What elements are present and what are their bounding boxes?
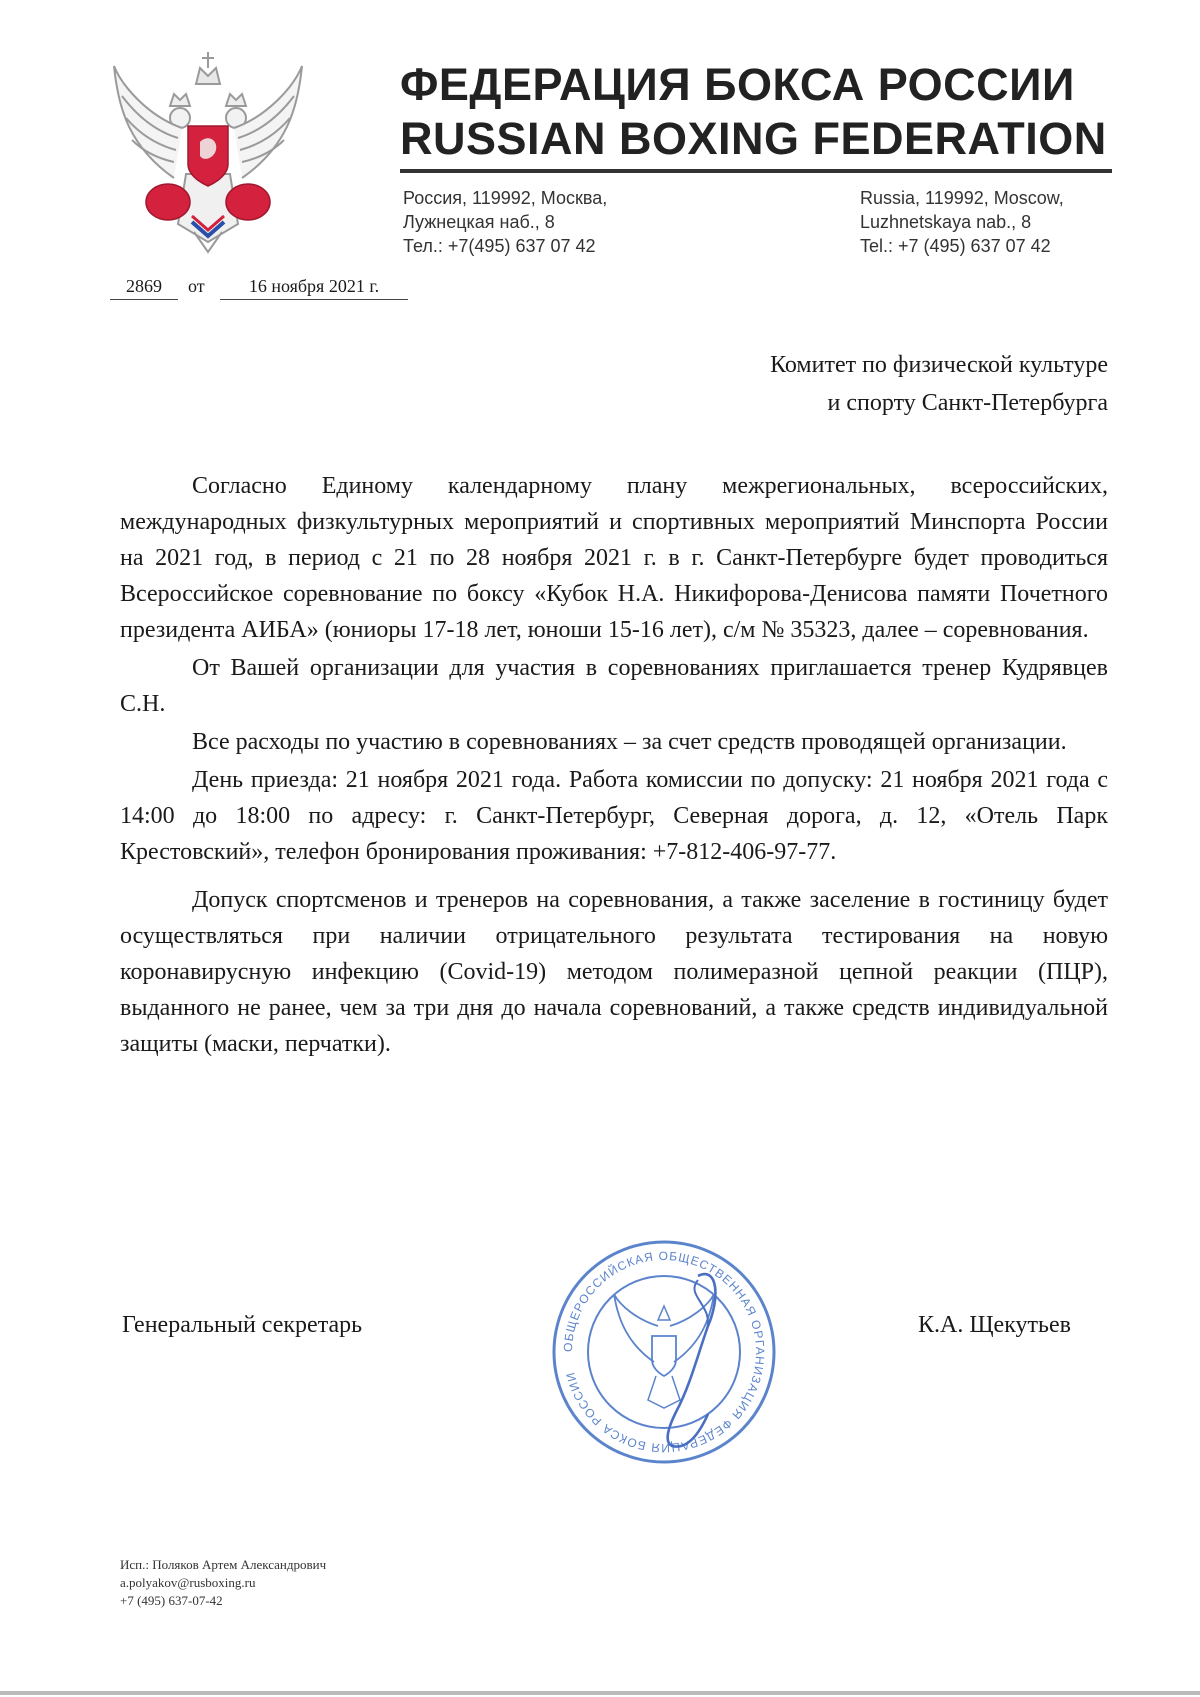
address-en-line: Luzhnetskaya nab., 8 [860,212,1032,232]
svg-text:ОБЩЕРОССИЙСКАЯ ОБЩЕСТВЕННАЯ ОР [561,1249,767,1455]
stamp-text: ОБЩЕРОССИЙСКАЯ ОБЩЕСТВЕННАЯ ОРГАНИЗАЦИЯ ФЕДЕРАЦИЯ БОКСА РОССИИ [560,1248,768,1456]
addressee-line: и спорту Санкт-Петербурга [827,390,1108,416]
reference-date: 16 ноября 2021 г. [220,276,408,300]
header-divider [400,169,1112,173]
signatory-name: К.А. Щекутьев [918,1312,1071,1338]
body-paragraph: Допуск спортсменов и тренеров на соревнования, а также заселение в гостиницу будет осуществляться при наличии отрицательного результата тестирования на новую коронавирусную инфекцию (Covid-19) методом полимеразной цепной реакции (ПЦР), выданного не ранее, чем за три дня до начала соревнований, а также средств индивидуальной защиты (маски, перчатки). [120,887,1108,1057]
address-ru-line: Лужнецкая наб., 8 [403,212,555,232]
contact-line: +7 (495) 637-07-42 [120,1593,223,1608]
address-en [860,186,1064,258]
scan-bottom-edge [0,1691,1200,1695]
body-paragraph: От Вашей организации для участия в соревнованиях приглашается тренер Кудрявцев С.Н. [120,655,1108,717]
org-name-ru: ФЕДЕРАЦИЯ БОКСА РОССИИ [400,59,1075,110]
body-paragraph: Все расходы по участию в соревнованиях – за счет средств проводящей организации. [192,729,1067,755]
reference-number: 2869 [110,276,178,300]
address-ru-line: Тел.: +7(495) 637 07 42 [403,236,596,256]
addressee [770,346,1108,422]
federation-emblem-icon [108,46,308,256]
addressee-line: Комитет по физической культуре [770,352,1108,378]
contact-line: Исп.: Поляков Артем Александрович [120,1557,327,1572]
executor-contact [120,1556,326,1610]
address-en-line: Russia, 119992, Moscow, [860,188,1064,208]
address-ru [403,186,607,258]
contact-line: a.polyakov@rusboxing.ru [120,1575,256,1590]
letter-body [120,468,1108,1062]
signatory-title: Генеральный секретарь [122,1312,363,1338]
round-seal-stamp-icon [548,1236,780,1468]
org-title [400,58,1112,166]
body-paragraph: День приезда: 21 ноября 2021 года. Работа комиссии по допуску: 21 ноября 2021 года с 14:00 до 18:00 по адресу: г. Санкт-Петербург, Северная дорога, д. 12, «Отель Парк Крестовский», телефон бронирования проживания: +7-812-406-97-77. [120,767,1108,865]
org-name-en: RUSSIAN BOXING FEDERATION [400,113,1107,164]
reference-from-label: от [188,276,205,296]
address-en-line: Tel.: +7 (495) 637 07 42 [860,236,1051,256]
body-paragraph: Согласно Единому календарному плану межрегиональных, всероссийских, международных физкультурных мероприятий и спортивных мероприятий Минспорта России на 2021 год, в период с 21 по 28 ноября 2021 г. в г. Санкт-Петербурге будет проводиться Всероссийское соревнование по боксу «Кубок Н.А. Никифорова-Денисова памяти Почетного президента АИБА» (юниоры 17-18 лет, юноши 15-16 лет), с/м № 35323, далее – соревнования. [120,473,1108,643]
address-ru-line: Россия, 119992, Москва, [403,188,608,208]
